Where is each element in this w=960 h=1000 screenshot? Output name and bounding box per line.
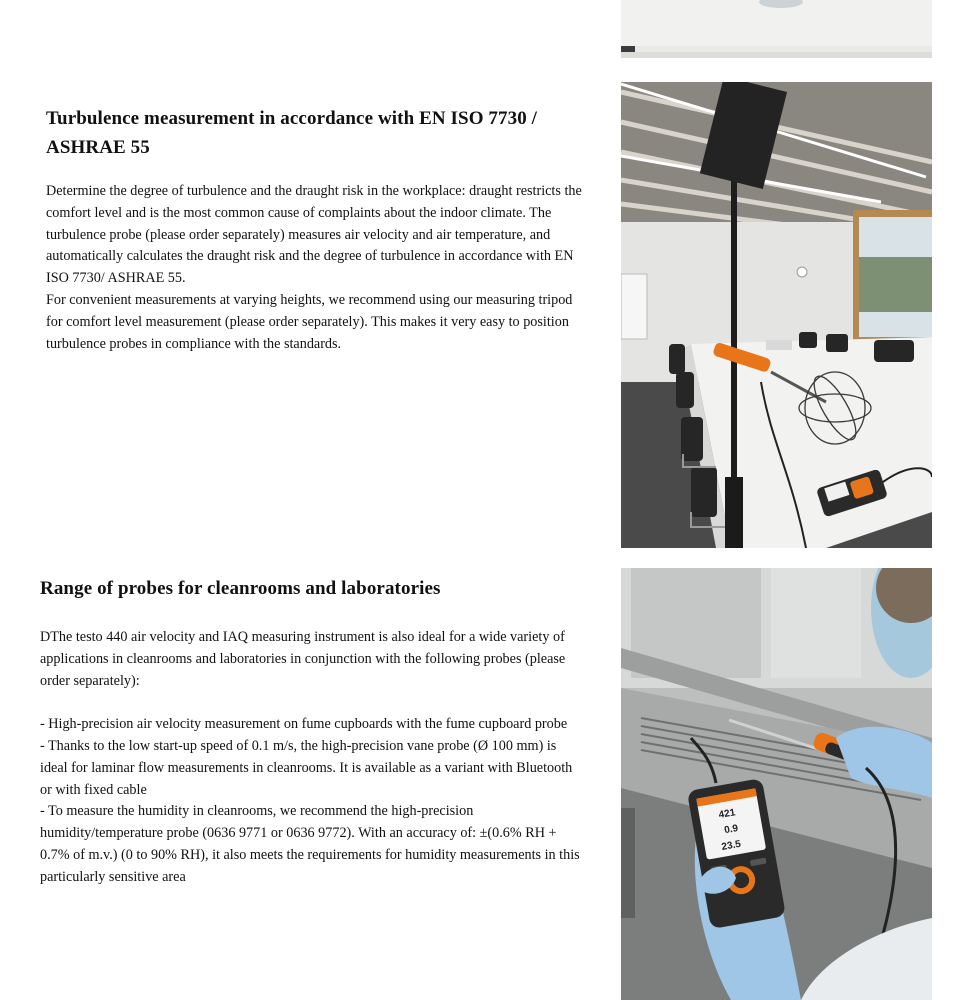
- paragraph-spacer: [40, 692, 585, 714]
- turbulence-probe-photo: [621, 82, 932, 548]
- cleanrooms-bullet: - Thanks to the low start-up speed of 0.1 m/s, the high-precision vane probe (Ø 100 mm) is ideal for laminar flow measurements in cleanrooms. It is available as a variant with Bluetooth or with fixed cable: [40, 737, 573, 798]
- device-reading-2: 0.9: [723, 822, 740, 837]
- turbulence-section-body: [46, 181, 591, 355]
- cleanroom-probe-photo: [621, 568, 932, 1000]
- device-reading-1: 421: [717, 807, 737, 821]
- cleanrooms-section-body: [40, 627, 585, 889]
- cleanrooms-bullet: - To measure the humidity in cleanrooms, we recommend the high-precision humidity/temperature probe (0636 9771 or 0636 9772). With an accuracy of: ±(0.6% RH + 0.7% of m.v.) (0 to 90% RH), it also meets the requirements for humidity measurements in this particularly sensitive area: [40, 803, 580, 885]
- cleanrooms-section-title: Range of probes for cleanrooms and laboratories: [40, 578, 441, 599]
- turbulence-paragraph-1: Determine the degree of turbulence and the draught risk in the workplace: draught restricts the comfort level and is the most common cause of complaints about the indoor climate. The turbulence probe (please order separately) measures air velocity and air temperature, and automatically calculates the draught risk and the degree of turbulence in accordance with EN ISO 7730/ ASHRAE 55.: [46, 183, 582, 287]
- cleanrooms-bullet: - High-precision air velocity measurement on fume cupboards with the fume cupboard probe: [40, 716, 568, 733]
- turbulence-paragraph-2: For convenient measurements at varying heights, we recommend using our measuring tripod for comfort level measurement (please order separately). This makes it very easy to position turbulence probes in compliance with the standards.: [46, 291, 573, 352]
- product-photo-top: [621, 0, 932, 58]
- turbulence-section-title: Turbulence measurement in accordance with EN ISO 7730 / ASHRAE 55: [46, 108, 538, 158]
- device-reading-3: 23.5: [720, 838, 742, 853]
- cleanrooms-intro: DThe testo 440 air velocity and IAQ measuring instrument is also ideal for a wide variety of applications in cleanrooms and laboratories in conjunction with the following probes (please order separately):: [40, 629, 566, 689]
